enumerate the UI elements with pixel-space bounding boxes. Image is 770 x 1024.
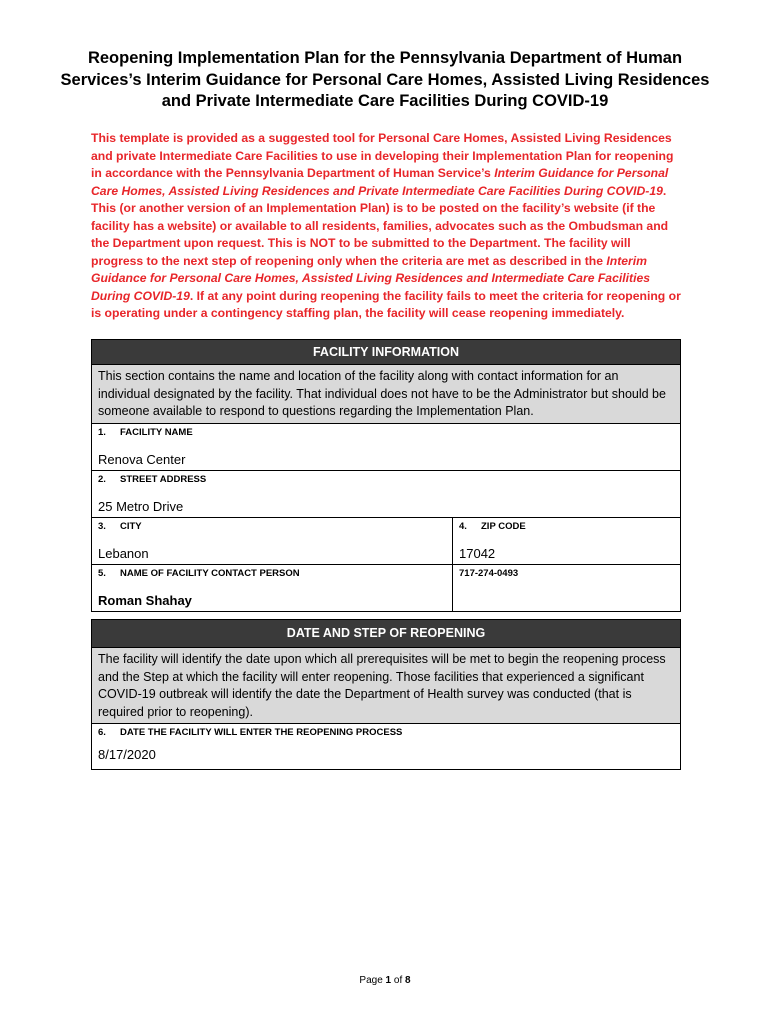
intro-guidance-title-2: Interim Guidance for Personal Care Homes, Assisted Living Residences and Intermediate Care Facilities During COVID-19 (91, 253, 651, 303)
zip-code-label: 4. ZIP CODE (459, 520, 526, 532)
contact-person-value: Roman Shahay (98, 592, 192, 608)
facility-name-label: 1. FACILITY NAME (98, 426, 193, 438)
intro-text-3: . If at any point during reopening the facility fails to meet the criteria for reopening or is operating under a contingency staffing plan, the facility will cease reopening immediately. (91, 288, 681, 320)
reopening-date-field[interactable] (92, 724, 680, 769)
intro-paragraph (91, 130, 681, 323)
page-number: 1 (385, 975, 392, 986)
city-label: 3. CITY (98, 520, 142, 532)
contact-person-label: 5. NAME OF FACILITY CONTACT PERSON (98, 567, 300, 579)
street-address-value: 25 Metro Drive (98, 498, 184, 514)
page-footer: Page 1 of 8 (359, 975, 411, 986)
contact-phone-value: 717-274-0493 (459, 567, 519, 579)
street-address-field[interactable] (92, 471, 680, 517)
contact-person-field[interactable] (92, 565, 452, 611)
facility-information-header: FACILITY INFORMATION (92, 340, 681, 365)
reopening-table (91, 619, 681, 770)
street-address-label: 2. STREET ADDRESS (98, 473, 207, 485)
zip-code-field[interactable] (453, 518, 680, 564)
document-title: Reopening Implementation Plan for the Pennsylvania Department of Human Services’s Interim Guidance for Personal Care Homes, Assisted Living Residences and Private Intermediate Care Facilities During COVID-19 (60, 49, 710, 110)
city-field[interactable] (92, 518, 452, 564)
city-value: Lebanon (98, 545, 149, 561)
facility-name-field[interactable] (92, 424, 680, 470)
facility-information-description: This section contains the name and location of the facility along with contact information for an individual designated by the facility. That individual does not have to be the Administrator but should be someone available to respond to questions regarding the Implementation Plan. (92, 365, 681, 424)
facility-name-value: Renova Center (98, 451, 186, 467)
reopening-description: The facility will identify the date upon which all prerequisites will be met to begin the reopening process and the Step at which the facility will enter reopening. Those facilities that experienced a significant COVID-19 outbreak will identify the date the Department of Health survey was conducted (that is required prior to reopening). (92, 648, 681, 724)
intro-guidance-title-1: Interim Guidance for Personal Care Homes, Assisted Living Residences and Private Intermediate Care Facilities During COVID-19 (91, 166, 669, 198)
page-total: 8 (405, 975, 411, 986)
intro-text-2: . This (or another version of an Implementation Plan) is to be posted on the facility’s website (if the facility has a website) or available to all residents, families, advocates such as the Ombudsman and the Department upon request. This is NOT to be submitted to the Department. The facility will progress to the next step of reopening only when the criteria are met as described in the (91, 183, 669, 268)
contact-phone-field[interactable] (453, 565, 680, 611)
reopening-date-label: 6. DATE THE FACILITY WILL ENTER THE REOPENING PROCESS (98, 727, 403, 738)
reopening-date-value: 8/17/2020 (98, 747, 156, 762)
reopening-header: DATE AND STEP OF REOPENING (92, 620, 681, 648)
zip-code-value: 17042 (459, 545, 496, 561)
intro-text-1: This template is provided as a suggested tool for Personal Care Homes, Assisted Living Residences and private Intermediate Care Facilities to use in developing their Implementation Plan for reopening in accordance with the Pennsylvania Department of Human Service’s (91, 131, 674, 180)
facility-information-table (91, 339, 681, 612)
